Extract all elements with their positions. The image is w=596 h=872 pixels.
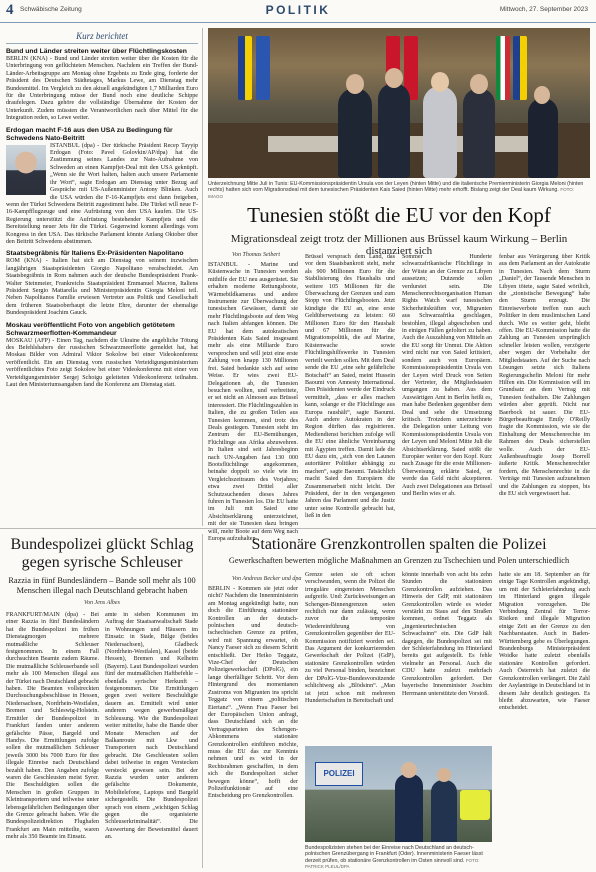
brief-title-4: Moskau veröffentlicht Foto von angeblich getötetem Schwarzmeerflotten-Kommandeur bbox=[6, 321, 175, 337]
brief-title-2: Erdogan macht F-16 aus den USA zu Bedingung für Schwedens Nato-Beitritt bbox=[6, 126, 173, 142]
lead-column-4: fenbar aus Verärgerung über Kritik aus dem Parlament an der Autokratie in Tunesien. Nach dem Sturm „Daniel“, der Tausende Menschen in Libyen tötete, sagte Saied wörtlich, die „zionistische Bewegung“ habe den Sturm erzeugt. Die Einreiseverbote treffen nun auch Politiker in dem muslimischen Land durch. Wie es weiter geht, bleibt offen. Die EU-Kommission hatte die Zahlung an Tunesien ursprünglich schneller leisten wollen, verzögerte aber wegen der Vorbehalte der Mitgliedstaaten. Auf der Suche nach Lösungen setzte sich Italiens Regierungschefin Meloni für mehr Hilfen ein. Die Kommission will im Grundsatz an dem Vertrag mit Tunesien festhalten. Die Zahlungen würden aber geprüft. Nicht nur Baerbock ist sauer. Die EU-Bürgerbeauftragte Emily O'Reilly fragte die Kommission, wie sie die Einhaltung der Menschenrechte im Rahmen des Deals sicherstellen wolle. Auch der EU-Außenbeauftragte Josep Borrell äußerte Kritik. Menschenrechtler fordern, die Menschenrechte in die Verträge mit Tunesien aufzunehmen und die Zahlungen zu stoppen, bis die EU sich vergewissert hat. bbox=[499, 254, 590, 497]
grenze-byline: Von Andreas Becker und dpa bbox=[232, 576, 302, 582]
lead-subheadline: Migrationsdeal zeigt trotz der Millionen aus Brüssel kaum Wirkung – Berlin distanziert sich bbox=[230, 233, 568, 257]
police-sign: POLIZEI bbox=[315, 762, 363, 786]
brief-text-2: ISTANBUL (dpa) - Der türkische Präsident Recep Tayyip Erdogan (Foto: Pavel Golovkin/AP/dpa) hat die Zustimmung seines Landes zur Nato-Aufnahme von Schweden an einen Kampfjet-Deal mit den USA geknüpft. „Wenn sie ihr Wort halten, halten auch unsere Parlamente ihr Wort“, sagte Erdogan am Dienstag unter Bezug auf Gespräche mit US-Außenminister Antony Blinken. Auch die USA würden die F-16-Kampfjets erst dann freigeben, wenn der Türkei Schwedens Beitritt zugestimmt habe. Die Türkei will neue F-16-Kampfflugzeuge und eine Aufrüstung von den USA kaufen. Die US-Regierung unterstützt die Aufrüstung bestehender Kampfjets und die Bereitstellung neuer Jets für die Türkei. Gegenwind kommt allerdings vom Kongress in den USA. Das türkische Parlament könnte Anfang Oktober über den Beitritt Schwedens abstimmen. bbox=[6, 142, 198, 245]
brief-heading: Kurz berichtet bbox=[6, 31, 198, 44]
grenze-headline: Stationäre Grenzkontrollen spalten die Polizei bbox=[251, 536, 547, 553]
lead-photo bbox=[208, 28, 590, 178]
grenze-column-1: BERLIN - Kommen sie jetzt oder nicht? Nachdem die Innenministerin am Montag angekündigt hatte, nun doch die Einführung stationärer Kontrollen an der deutsch-polnischen und deutsch-tschechischen Grenze zu prüfen, wird mit Spannung erwartet, ob Nancy Faeser sich zu diesem Schritt entschließt. Der Heiko Teggatz, Vize-Chef der Deutschen Polizeigewerkschaft (DPolG), ein lange überfälliger Schritt. Vor dem Hintergrund des momentanen Zustroms von Migranten ins spricht Teggatz von einem „politischen Eiertanz“. „Wenn Frau Faeser bei der Europäischen Union anfragt, dass Deutschland sich an die Vertragsparteien des Schengen-Abkommens stationäre Grenzkontrollen einführen möchte, muss die EU das zur Kenntnis nehmen und es wird in der Rechtsrahmen geschaffen, in dem sich die Bundespolizei sicher bewegen könne“, hofft der Polizeifunktionär auf eine Entscheidung pro Grenzkontrollen. bbox=[208, 586, 298, 800]
lead-photo-caption bbox=[208, 181, 590, 200]
lead-column-1: ISTANBUL - Marine und Küstenwache in Tunesien werden mithilfe der EU neu ausgerüstet. Sie erhalten moderne Rettungsboote, Wärmebildkameras und andere Instrumente zur Überwachung der tunesischen Gewässer, damit sie mehr Flüchtlingsboote auf dem Weg nach Italien abfangen können. Die EU hat dem autokratischen Präsidenten Kais Saied insgesamt mehr als eine Milliarde Euro versprochen und will jetzt eine erste Zahlung von knapp 130 Millionen frei. Saied bedankte sich auf seine Weise. Er wies zwei EU-Delegationen ab, die Tunesien besuchen wollten, und verbreitete, er sei nicht an Almosen aus Brüssel interessiert. Die Flüchtlingszahlen in Italien, die zu großen Teilen aus Tunesien kommen, sind trotz des Deals gestiegen. Tunesien steht im Zentrum der EU-Bemühungen, Flüchtlinge aus Afrika abzuwehren. In Italien sind seit Jahresbeginn nach UN-Angaben fast 130 000 Bootsflüchtlinge angekommen, beinahe doppelt so viele wie im Vergleichszeitraum des Vorjahres; etwa zwei Drittel aller Schutzsuchenden dieses Jahres fuhren in Tunesien los. Die EU hatte im Juli mit Saied eine Absichtserklärung unterzeichnet, mit der sie Tunesien dazu bringen will, mehr Boote auf dem Weg nach Europa aufzuhalten. bbox=[208, 262, 298, 543]
grenze-deck: Gewerkschaften bewerten mögliche Maßnahmen an Grenzen zu Tschechien und Polen unterschiedlich bbox=[228, 556, 570, 565]
brief-title-3: Staatsbegräbnis für Italiens Ex-Präsidenten Napolitano bbox=[6, 250, 184, 258]
lead-photo-credit: FOTO: IMAGO bbox=[208, 187, 574, 199]
grenze-column-2: Grenze seien sie oft schon verschwunden, wenn die Polizei die irreguläre eingereisten Menschen aufgreife. Und: Zurückweisungen an Schengen-Binnengrenzen seien rechtlich nur dann zulässig, wenn zuvor die temporäre Wiedereinführung von Grenzkontrollen gegenüber der EU-Kommission notifiziert worden sei. Das Argument der konkurrierenden Gewerkschaft der Polizei (GdP), stationäre Grenzkontrollen würden zu viel Personal binden, bezeichnet der DPolG-Vize-Bundesvorsitzende schlichtweg als „Blödsinn“. „Man ist jetzt schon mit mehreren Hundertschaften in Bereitschaft und bbox=[305, 572, 395, 704]
lead-column-2: Brüssel versprach dem Land, das vor dem Staatsbankrott steht, mehr als 900 Millionen Euro für die Stabilisierung des Haushalts und weitere 105 Millionen für die Überwachung der Grenzen und zum Stopp von Flüchtlingsbooten. Jetzt kündigte die EU an, eine erste Geldüberweisung zu leisten: 60 Millionen Euro für den Haushalt und 67 Millionen für die Migrationspolitik, die auf Marine, Küstenwache sowie Flüchtlingshilfswerke in Tunesien verteilt werden sollen. Mit dem Deal sende die EU „eine sehr gefährliche Botschaft“ an Saied, meint Hussein Baoumi von Amnesty International. Den Präsidenten werde der Eindruck vermittelt, „dass er alles machen kann, solange er die Flüchtlinge aus Europa raushält“, sagte Baoumi. Auch andere Autokraten in der Region dürften das registrieren. Mediendienst berichten zufolge will die EU eine ähnliche Vereinbarung mit Ägypten treffen. Damit lade die EU dazu ein, „sich von den Launen autoritärer Politiker abhängig zu machen“, sagte Baoumi. Tatsächlich macht Saied den Europäern die Zusammenarbeit nicht leicht. Der Präsident, der in den vergangenen Jahren das Parlament und die Justiz unter seine Kontrolle gebracht hat, ließ in den bbox=[305, 254, 395, 520]
brief-text-1: BERLIN (KNA) - Bund und Länder streiten weiter über die Kosten für die Unterbringung von geflüchteten Menschen. Nachdem ein Treffen der Bund-Länder-Arbeitsgruppe am Montag ohne Ergebnis zu Ende ging, forderte der Präsident des Deutschen Städtetages, Markus Lewe, am Dienstag mehr Bundesmittel. Im Vergleich zu den aktuell angekündigten 1,7 Milliarden Euro für die Unterbringung müsse der Bund noch eine deutliche Schippe draufelegen. Dazu gehöre die vollständige Übernahme der Kosten der Unterkunft. Zudem müssten die Verantwortlichen nach über Mittel für die Integration reden, so Lewe weiter. bbox=[6, 56, 198, 122]
police-caption-text: Bundespolizisten stehen bei der Einreise nach Deutschland an deutsch-polnischen Grenzübergang in Frankfurt (Oder). Innenministerin Faeser lässt derzeit prüfen, ob stationäre Grenzkontrollen im Osten sinnvoll sind. bbox=[305, 845, 483, 864]
schleuser-column-2: amte in sieben Kommunen im Auftrag der Staatsanwaltschaft Stade in Wohnungen und Häusern im Einsatz: in Stade, Bülge (beides Niedersachsen), Gladbeck (Nordrhein-Westfalen), Kassel (beide Hessen), Bremen und Kelheim (Bayern). Laut Bundespolizei wurden fünf der mutmaßlichen Haftbefehle – ebenfalls syrischer Herkunft – festgenommen. Die Ermittlungen gegen zwei weitere Beschuldigte dauern an. Ermittelt wird unter anderem wegen gewerbsmäßiger Schleusung. Wie die Bundespolizei weiter mitteilte, habe die Bande über Monate Menschen auf der Balkanroute mit Lkw und Transportern nach Deutschland gebracht. Die Geschleusten sollen dabei teilweise in engen Verstecken versteckt gewesen sein. Bei der Razzia wurden unter anderem gefälschte Dokumente, Mobiltelefone, Laptops und Bargeld sichergestellt. Die Bundespolizei sprach von einem „wichtigen Schlag gegen die organisierte Schleuserkriminalität“. Die Auswertung der Beweismittel dauert an. bbox=[105, 612, 198, 841]
bottom-divider bbox=[202, 534, 203, 868]
schleuser-byline: Von Jens Albes bbox=[84, 600, 120, 606]
lead-column-3: Sommer Hunderte schwarzafrikanische Flüchtlinge in der Wüste an der Grenze zu Libyen aussetzen; Dutzende sollen verdurstet sein. Die Menschenrechtsorganisation Human Rights Watch warf tunesischen Sicherheitskräften vor, Migranten aus Schwarzafrika geschlagen, bestohlen, illegal abgeschoben und in einigen Fällen gefoltert zu haben. Auch die Auszahlung von Mitteln an die EU sorgt für Unmut. Die Aktion wird nicht nur von Saied kritisiert, sondern auch von Europäern. Kommissionspräsidentin Ursula von der Leyen wird Druck von Seiten der Vertreter, die Mitgliedstaaten umgangen zu haben. Aus dem Auswärtigen Amt in Berlin heißt es, man habe Bedenken gegenüber dem Deal und sehe die Umsetzung kritisch. Trotzdem unterzeichnete die Delegation unter Leitung von Kommissionspräsidentin Ursula von der Leyen und Meloni Mitte Juli die Absichtserklärung. Saied stößt die Europäer weiter vor den Kopf. Kurz nach Zusage für die erste Millionen-Überweisung erklärte Saied, er werde das Geld nicht akzeptieren. Auch zwei Delegationen aus Brüssel und Berlin wies er ab. bbox=[402, 254, 492, 497]
brief-column bbox=[6, 48, 198, 523]
page-number: 4 bbox=[6, 2, 14, 18]
brief-text-4: MOSKAU (AFP) - Einen Tag, nachdem die Ukraine die angebliche Tötung des Befehlshabers der russischen Schwarzmeerflotte gemeldet hat, hat Moskau Bilder von Admiral Viktor Sokolow bei einer Videokonferenz veröffentlicht. Ein am Dienstag vom russischen Verteidigungsministerium veröffentlichtes Foto zeigt Sokolow bei einer Videokonferenz mit einer von Verteidigungsminister Sergej Schoigu geleiteten Videokonferenz teilnahm. Laut den Ministeriumsangaben fand die Konferenz am Dienstag statt. bbox=[6, 337, 198, 389]
schleuser-headline: Bundespolizei glückt Schlag gegen syrische Schleuser bbox=[10, 536, 194, 571]
police-photo-credit: FOTO: PATRICK PLEUL/DPA bbox=[305, 857, 480, 869]
police-photo-caption bbox=[305, 845, 492, 870]
lead-byline: Von Thomas Seibert bbox=[232, 252, 280, 258]
brief-title-1: Bund und Länder streiten weiter über Flüchtlingskosten bbox=[6, 48, 187, 55]
schleuser-column-1: FRANKFURT/MAIN (dpa) - Bei einer Razzia in fünf Bundesländern hat die Bundespolizei im frühen Dienstagmorgen mehrere mutmaßliche Schleuser festgenommen. In einem Fall durchsuchten Beamte zudem Räume. Die mutmaßliche Schleuserbande soll mehr als 100 Menschen illegal aus der Türkei nach Deutschland gebracht haben. Die Beamten vollstreckten Durchsuchungsbeschlüsse in Hessen, Niedersachsen, Nordrhein-Westfalen, Bremen und Schleswig-Holstein. Ermittler der Bundespolizei in Frankfurt fanden unter anderem gefälschte Pässe, Bargeld und Handys. Die Ermittlungen zufolge sollen die mutmaßlichen Schleuser jeweils 3000 bis 7000 Euro für ihre illegale Einreise nach Deutschland bezahlt haben. Den Angaben zufolge waren die Geschleusten meist Syrer. Die Beschuldigten sollen die Menschen in großen Gruppen in Kleintransportern und teilweise unter lebensgefährlichen Bedingungen über die Grenze gebracht haben. Wie die Bundespolizeidirektion Flughafen Frankfurt am Main mitteilte, waren mehr als 350 Beamte im Einsatz. bbox=[6, 612, 99, 841]
brief-text-3: ROM (KNA) - Italien hat sich am Dienstag von seinem inzwischen langjährigen Staatspräsidenten Giorgio Napolitano verabschiedet. Am Staatsbegräbnis in Rom nahmen auch der deutsche Bundespräsident Frank-Walter Steinmeier, Frankreichs Staatspräsident Emmanuel Macron, Italiens Präsident Sergio Mattarella und Ministerpräsidentin Giorgia Meloni teil. Neben Napolitanos Familie erwiesen Vertreter aus Politik und Gesellschaft dem früheren Staatsoberhaupt die letzte Ehre, darunter der ehemalige Bundespräsident Joachim Gauck. bbox=[6, 258, 198, 317]
section-rubric: POLITIK bbox=[265, 3, 331, 17]
section-divider bbox=[0, 528, 596, 529]
page-header bbox=[0, 0, 596, 23]
erdogan-portrait bbox=[6, 145, 46, 195]
police-photo bbox=[305, 746, 492, 842]
lead-headline: Tunesien stößt die EU vor den Kopf bbox=[247, 203, 551, 227]
column-divider bbox=[202, 28, 203, 526]
grenze-column-4: hatte sie am 18. September an für einige Tage Kontrollen angekündigt, um mit der Schleierfahndung auch im Hinterland gegen illegale Migration vorzugehen. Die Verbindung Zentral für Terror-Risiken und illegale Migration einige Zeit an der Grenze zu den Nachbarstaaten. Auch in Baden-Württemberg gebe es Überlegungen. Brandenburgs Ministerpräsident Woidke hatte zuletzt ebenfalls stationäre Kontrollen gefordert. Auch Österreich hat zuletzt die Grenzkontrollen verlängert. Die Zahl der Asylanträge in Deutschland ist in diesem Jahr deutlich gestiegen. Es bleibt abzuwarten, wie Faeser entscheidet. bbox=[499, 572, 590, 712]
lead-caption-text: Unterzeichnung Mitte Juli in Tunis: EU-Kommissionspräsidentin Ursula von der Leyen (hinten Mitte) und die italienische Premierministerin Giorgia Meloni (hinten rechts) hatten sich vom Migrationsdeal mit dem tunesischen Präsidenten Kais Saied (hinten Mitte) mehr erhofft. Bislang zeigt der Deal kaum Wirkung. bbox=[208, 181, 584, 194]
grenze-column-3: könnte innerhalb von acht bis zehn Stunden die stationären Grenzkontrollen aufziehen. Das Hinweis der GdP, mit stationären Grenzkontrollen würde es wieder verstärkt zu Staus auf den Straßen kommen, ordnet Teggatz als „ingenieurtechnischen Schwachsinn“ ein. Die GdP hält dagegen, die Bundespolizei sei mit der Schleierfahndung im Hinterland bereits gut aufgestellt. Es fehle vielmehr an Personal. Auch die CDU hatte zuletzt mehrfach Grenzkontrollen gefordert. Der bayerische Innenminister Joachim Herrmann unterstützte den Vorstoß. bbox=[402, 572, 492, 697]
paper-name: Schwäbische Zeitung bbox=[20, 6, 82, 13]
issue-date: Mittwoch, 27. September 2023 bbox=[499, 6, 588, 13]
schleuser-deck: Razzia in fünf Bundesländern – Bande soll mehr als 100 Menschen illegal nach Deutschland gebracht haben bbox=[8, 576, 196, 595]
